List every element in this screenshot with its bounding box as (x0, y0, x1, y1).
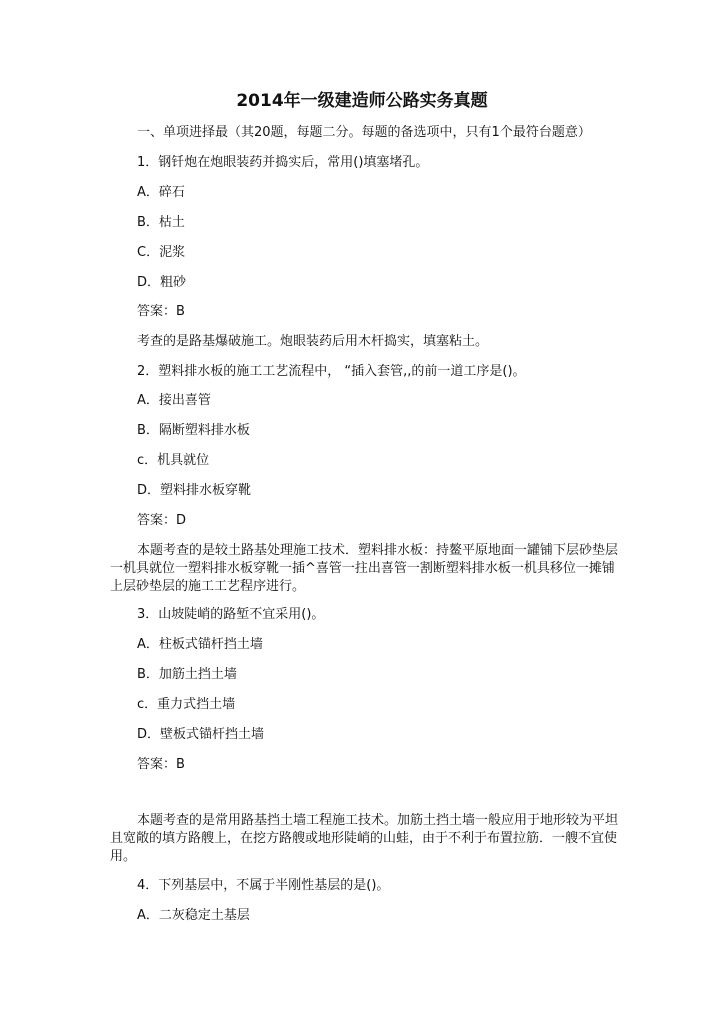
explanation: 考查的是路基爆破施工。炮眼装药后用木杆捣实，填塞粘土。 (137, 334, 489, 349)
explanation: 本题考查的是较土路基处理施工技术．塑料排水板：持鳌平原地面一罐铺下层砂垫层一机具就位一塑料排水板穿靴一插^喜管一拄出喜管一割断塑料排水板一机具移位一摊铺上层砂垫层的施工工艺程序进行。 (110, 543, 619, 594)
option-c: c．重力式挡土墙 (137, 697, 236, 712)
answer: 答案：B (137, 757, 185, 772)
option-d: D．塑料排水板穿靴 (137, 483, 252, 498)
option-b: B．隔断塑料排水板 (137, 423, 250, 438)
option-a: A．碎石 (137, 185, 185, 200)
question-stem: 1．钢钎炮在炮眼装药并捣实后，常用()填塞堵孔。 (137, 155, 429, 170)
question-stem: 2．塑料排水板的施工工艺流程中， “插入套管,,的前一道工序是()。 (137, 364, 526, 379)
answer: 答案：B (137, 304, 185, 319)
option-c: c．机具就位 (137, 453, 210, 468)
option-c: C．泥浆 (137, 245, 186, 260)
document-title: 2014年一级建造师公路实务真题 (236, 91, 488, 111)
answer: 答案：D (137, 513, 187, 528)
option-b: B．加筋土挡土墙 (137, 667, 237, 682)
option-b: B．枯土 (137, 215, 185, 230)
question-stem: 4．下列基层中，不属于半刚性基层的是()。 (137, 878, 390, 893)
question-stem: 3．山坡陡峭的路堑不宜采用()。 (137, 607, 325, 622)
section-header: 一、单项进择最（其20题，每题二分。每题的备选项中，只有1个最符台题意） (137, 125, 591, 140)
option-a: A．二灰稳定土基层 (137, 908, 250, 923)
option-a: A．柱板式锚杆挡土墙 (137, 637, 263, 652)
explanation: 本题考查的是常用路基挡土墙工程施工技术。加筋土挡土墙一般应用于地形较为平坦且宽敞的填方路艘上，在挖方路艘或地形陡峭的山蛙，由于不利于布置拉筋．一艘不宜使用。 (110, 813, 619, 864)
option-d: D．粗砂 (137, 275, 187, 290)
option-a: A．接出喜管 (137, 393, 211, 408)
option-d: D．壁板式锚杆挡土墙 (137, 727, 265, 742)
